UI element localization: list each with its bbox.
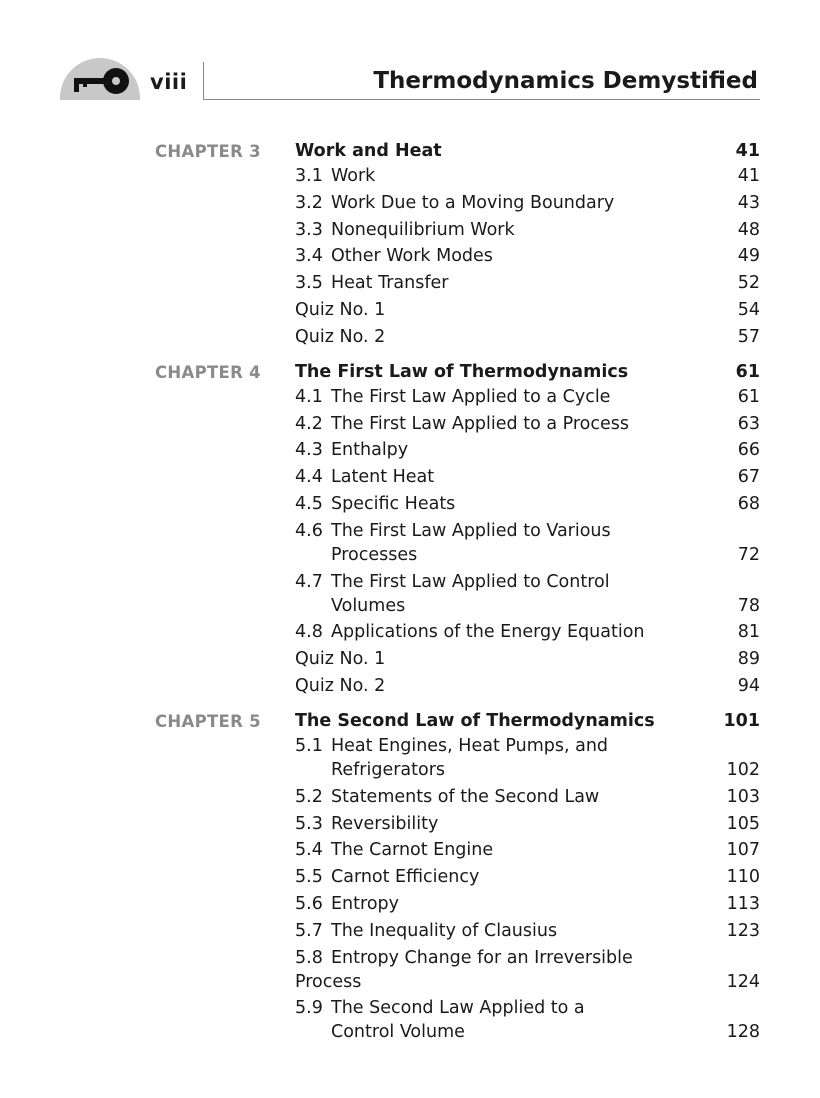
section-title: The First Law Applied to Various bbox=[331, 520, 611, 541]
section-title: Statements of the Second Law bbox=[331, 786, 600, 807]
toc-entry[interactable] bbox=[295, 996, 760, 1044]
section-number: 4.2 bbox=[295, 413, 323, 434]
toc-entry[interactable] bbox=[295, 519, 760, 567]
toc-entry[interactable] bbox=[295, 191, 760, 215]
entry-page-number: 57 bbox=[737, 326, 760, 347]
section-number: 3.2 bbox=[295, 192, 323, 213]
section-number: 5.5 bbox=[295, 867, 323, 888]
toc-entry[interactable] bbox=[295, 647, 760, 671]
entry-page-number: 66 bbox=[737, 440, 760, 461]
section-title: Reversibility bbox=[331, 813, 439, 834]
entry-page-number: 78 bbox=[737, 595, 760, 616]
toc-entry[interactable] bbox=[295, 271, 760, 295]
section-number: 5.8 bbox=[295, 947, 323, 968]
toc-entry[interactable] bbox=[295, 734, 760, 782]
entry-page-number: 107 bbox=[726, 840, 760, 861]
chapter-title-row[interactable] bbox=[295, 359, 760, 385]
section-title: Quiz No. 1 bbox=[295, 299, 386, 320]
toc-entry[interactable] bbox=[295, 298, 760, 322]
toc-entry-text bbox=[295, 674, 760, 698]
toc-entry-text bbox=[295, 271, 760, 295]
toc-entry[interactable] bbox=[295, 892, 760, 916]
toc-entry-text bbox=[295, 492, 760, 516]
toc-entry[interactable] bbox=[295, 865, 760, 889]
toc-entry[interactable] bbox=[295, 570, 760, 618]
section-number: 5.6 bbox=[295, 893, 323, 914]
section-title: Heat Transfer bbox=[331, 273, 449, 294]
section-number: 4.6 bbox=[295, 520, 323, 541]
entry-page-number: 43 bbox=[737, 192, 760, 213]
chapter-page-number: 101 bbox=[723, 710, 760, 731]
section-number: 5.4 bbox=[295, 840, 323, 861]
toc-entry[interactable] bbox=[295, 218, 760, 242]
toc-entry[interactable] bbox=[295, 325, 760, 349]
toc-entry-text bbox=[295, 218, 760, 242]
toc-entry-text bbox=[295, 647, 760, 671]
entry-page-number: 110 bbox=[726, 867, 760, 888]
toc-entry[interactable] bbox=[295, 919, 760, 943]
section-number: 4.3 bbox=[295, 440, 323, 461]
section-title: Heat Engines, Heat Pumps, and bbox=[331, 735, 609, 756]
toc-entry[interactable] bbox=[295, 492, 760, 516]
section-number: 3.1 bbox=[295, 166, 323, 186]
book-title: Thermodynamics Demystified bbox=[373, 68, 758, 94]
toc-entry-text bbox=[295, 519, 760, 567]
section-title: Applications of the Energy Equation bbox=[331, 622, 645, 643]
header-rule bbox=[203, 99, 760, 100]
section-title: The Second Law Applied to a bbox=[331, 998, 585, 1019]
section-number: 3.4 bbox=[295, 246, 323, 267]
section-title: Quiz No. 1 bbox=[295, 649, 386, 670]
entry-page-number: 63 bbox=[737, 413, 760, 434]
chapter-title: The Second Law of Thermodynamics bbox=[295, 710, 655, 731]
section-number: 3.3 bbox=[295, 219, 323, 240]
entry-page-number: 68 bbox=[737, 493, 760, 514]
entry-page-number: 103 bbox=[726, 786, 760, 807]
section-title-continued: Control Volume bbox=[331, 1022, 465, 1043]
section-number: 4.8 bbox=[295, 622, 323, 643]
section-number: 5.3 bbox=[295, 813, 323, 834]
toc-entry-text bbox=[295, 996, 760, 1044]
entry-page-number: 61 bbox=[737, 386, 760, 407]
toc-entry-text bbox=[295, 734, 760, 782]
entry-page-number: 89 bbox=[737, 649, 760, 670]
toc-entry-text bbox=[295, 438, 760, 462]
toc-entry[interactable] bbox=[295, 412, 760, 436]
section-number: 4.5 bbox=[295, 493, 323, 514]
section-title: Enthalpy bbox=[331, 440, 409, 461]
toc-entry-text bbox=[295, 385, 760, 409]
section-title-continued: Volumes bbox=[331, 595, 406, 616]
entry-page-number: 102 bbox=[726, 759, 760, 780]
chapter-section bbox=[0, 359, 820, 698]
entry-page-number: 94 bbox=[737, 675, 760, 696]
toc-entry-text bbox=[295, 412, 760, 436]
chapter-page-number: 61 bbox=[735, 361, 760, 382]
entry-page-number: 124 bbox=[726, 971, 760, 992]
toc-entry[interactable] bbox=[295, 674, 760, 698]
toc-entry[interactable] bbox=[295, 244, 760, 268]
section-title: The First Law Applied to Control bbox=[331, 571, 610, 592]
section-title: The First Law Applied to a Cycle bbox=[331, 386, 611, 407]
section-title: Quiz No. 2 bbox=[295, 675, 386, 696]
toc-entry-text bbox=[295, 620, 760, 644]
section-title: Latent Heat bbox=[331, 467, 435, 488]
toc-entry-text bbox=[295, 785, 760, 809]
toc-entry[interactable] bbox=[295, 164, 760, 188]
toc-entry-text bbox=[295, 191, 760, 215]
section-number: 5.2 bbox=[295, 786, 323, 807]
chapter-title: The First Law of Thermodynamics bbox=[295, 361, 629, 382]
toc-entry[interactable] bbox=[295, 946, 760, 994]
toc-entry-text bbox=[295, 838, 760, 862]
section-title: The First Law Applied to a Process bbox=[331, 413, 630, 434]
entry-page-number: 81 bbox=[737, 622, 760, 643]
chapter-title-row[interactable] bbox=[295, 138, 760, 164]
section-number: 5.9 bbox=[295, 998, 323, 1019]
toc-entry[interactable] bbox=[295, 812, 760, 836]
entry-page-number: 48 bbox=[737, 219, 760, 240]
chapter-section bbox=[0, 708, 820, 1044]
entry-page-number: 105 bbox=[726, 813, 760, 834]
toc-entry-text bbox=[295, 244, 760, 268]
chapter-label: CHAPTER 4 bbox=[155, 362, 261, 382]
entry-page-number: 67 bbox=[737, 467, 760, 488]
entry-page-number: 128 bbox=[726, 1022, 760, 1043]
chapter-label: CHAPTER 5 bbox=[155, 711, 261, 731]
section-title: Carnot Efficiency bbox=[331, 867, 480, 888]
entry-page-number: 123 bbox=[726, 920, 760, 941]
toc-entry-text bbox=[295, 919, 760, 943]
chapter-label: CHAPTER 3 bbox=[155, 142, 261, 161]
section-title: Work bbox=[331, 166, 376, 186]
toc-entry-text bbox=[295, 892, 760, 916]
section-number: 5.7 bbox=[295, 920, 323, 941]
toc-entry-text bbox=[295, 570, 760, 618]
section-title-continued: Refrigerators bbox=[331, 759, 446, 780]
section-title-continued: Processes bbox=[331, 544, 418, 565]
section-number: 3.5 bbox=[295, 273, 323, 294]
toc-entry-text bbox=[295, 865, 760, 889]
section-title: Entropy bbox=[331, 893, 399, 914]
chapter-title-row[interactable] bbox=[295, 708, 760, 734]
section-title: The Inequality of Clausius bbox=[331, 920, 558, 941]
toc-entry[interactable] bbox=[295, 465, 760, 489]
section-title: Quiz No. 2 bbox=[295, 326, 386, 347]
section-title: Other Work Modes bbox=[331, 246, 493, 267]
toc-entry-text bbox=[295, 946, 760, 994]
page-header bbox=[0, 0, 820, 110]
section-number: 5.1 bbox=[295, 735, 323, 756]
section-title: Nonequilibrium Work bbox=[331, 219, 515, 240]
entry-page-number: 52 bbox=[737, 273, 760, 294]
toc-entry-text bbox=[295, 812, 760, 836]
toc-entry[interactable] bbox=[295, 385, 760, 409]
section-title: Entropy Change for an Irreversible Process bbox=[295, 947, 633, 992]
header-divider-vertical bbox=[203, 62, 204, 100]
toc-entry-text bbox=[295, 465, 760, 489]
toc-entry[interactable] bbox=[295, 838, 760, 862]
entry-page-number: 49 bbox=[737, 246, 760, 267]
section-number: 4.1 bbox=[295, 386, 323, 407]
toc-entry[interactable] bbox=[295, 785, 760, 809]
toc-entry-text bbox=[295, 298, 760, 322]
section-title: Work Due to a Moving Boundary bbox=[331, 192, 615, 213]
toc-entry[interactable] bbox=[295, 620, 760, 644]
page-number: viii bbox=[150, 70, 188, 94]
toc-entry-text bbox=[295, 164, 760, 188]
section-title: The Carnot Engine bbox=[331, 840, 494, 861]
entry-page-number: 113 bbox=[726, 893, 760, 914]
chapter-title: Work and Heat bbox=[295, 141, 442, 161]
key-icon bbox=[70, 64, 132, 98]
toc-entry[interactable] bbox=[295, 438, 760, 462]
key-tab bbox=[60, 58, 140, 100]
toc-entry-text bbox=[295, 325, 760, 349]
section-number: 4.7 bbox=[295, 571, 323, 592]
entry-page-number: 41 bbox=[737, 166, 760, 186]
table-of-contents bbox=[0, 138, 820, 1054]
chapter-page-number: 41 bbox=[735, 141, 760, 161]
chapter-section bbox=[0, 138, 820, 349]
section-number: 4.4 bbox=[295, 467, 323, 488]
entry-page-number: 54 bbox=[737, 299, 760, 320]
entry-page-number: 72 bbox=[737, 544, 760, 565]
section-title: Specific Heats bbox=[331, 493, 456, 514]
